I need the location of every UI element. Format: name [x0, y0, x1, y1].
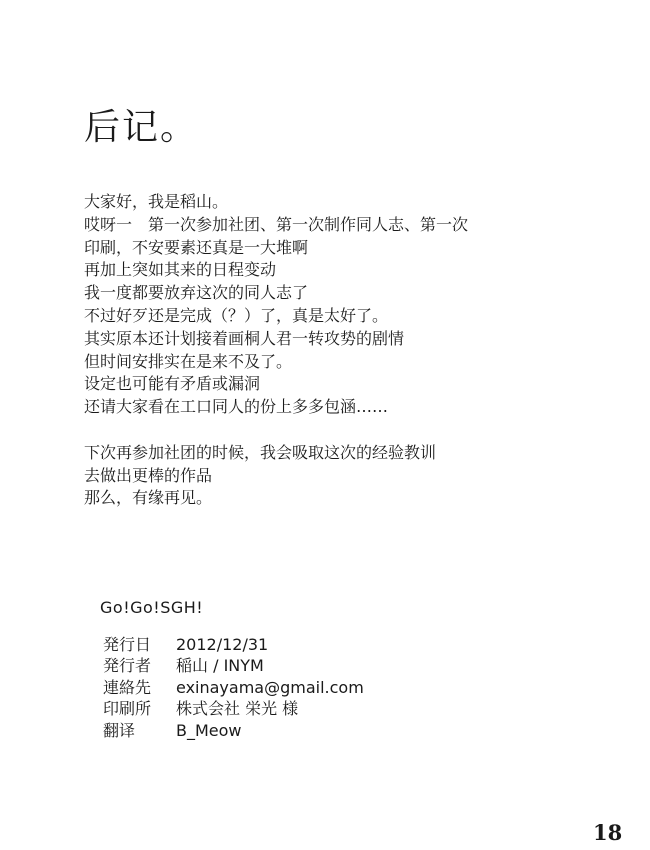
colophon-value: 稲山 / INYM — [176, 656, 264, 676]
colophon-row-translator — [103, 720, 364, 741]
colophon-row-publisher — [103, 655, 364, 676]
text-line: 但时间安排实在是来不及了。 — [84, 351, 293, 371]
colophon-value: exinayama@gmail.com — [176, 677, 364, 697]
colophon-label: 印刷所 — [103, 699, 152, 719]
text-line: 还请大家看在工口同人的份上多多包涵…… — [84, 397, 389, 417]
circle-name: Go!Go!SGH! — [100, 598, 204, 617]
text-line: 不过好歹还是完成（？）了，真是太好了。 — [84, 305, 389, 325]
page-title: 后记。 — [84, 107, 199, 148]
colophon-row-contact — [103, 677, 364, 698]
afterword-text — [84, 191, 468, 510]
text-line: 哎呀一 第一次参加社团、第一次制作同人志、第一次 — [84, 214, 469, 234]
text-line: 去做出更棒的作品 — [84, 465, 213, 485]
text-line: 那么，有缘再见。 — [84, 488, 213, 508]
paragraph-gap — [84, 419, 468, 442]
text-line: 再加上突如其来的日程变动 — [84, 260, 277, 280]
text-line: 其实原本还计划接着画桐人君一转攻势的剧情 — [84, 328, 405, 348]
colophon-row-printer — [103, 698, 364, 719]
colophon-row-publish-date — [103, 634, 364, 655]
page-number: 18 — [593, 820, 623, 845]
colophon-value: 2012/12/31 — [176, 635, 269, 654]
colophon-value: B_Meow — [176, 720, 242, 740]
text-line: 设定也可能有矛盾或漏洞 — [84, 374, 261, 394]
colophon-label: 翻译 — [103, 720, 136, 740]
colophon — [103, 634, 364, 741]
text-line: 下次再参加社团的时候，我会吸取这次的经验教训 — [84, 442, 437, 462]
colophon-value: 株式会社 栄光 様 — [176, 699, 299, 719]
text-line: 印刷，不安要素还真是一大堆啊 — [84, 237, 309, 257]
colophon-label: 連絡先 — [103, 677, 152, 697]
colophon-label: 発行日 — [103, 635, 152, 654]
colophon-label: 発行者 — [103, 656, 152, 676]
text-line: 大家好，我是稻山。 — [84, 192, 229, 211]
text-line: 我一度都要放弃这次的同人志了 — [84, 283, 309, 303]
